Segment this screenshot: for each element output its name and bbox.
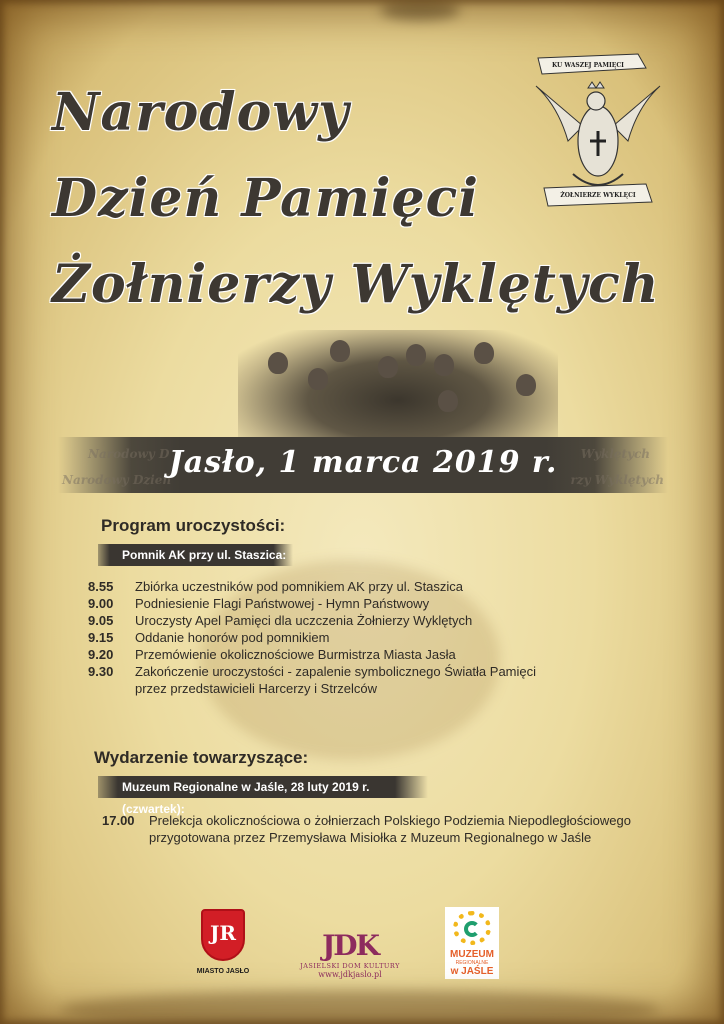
side-event-heading: Wydarzenie towarzyszące: — [94, 748, 309, 767]
date-banner — [58, 437, 668, 493]
svg-text:KU WASZEJ PAMIĘCI: KU WASZEJ PAMIĘCI — [552, 62, 624, 69]
title-line-1: Narodowy — [52, 82, 350, 143]
program-heading: Program uroczystości: — [101, 516, 286, 535]
historical-photo — [238, 330, 558, 438]
jdk-logo — [300, 929, 400, 979]
svg-text:ŻOŁNIERZE WYKLĘCI: ŻOŁNIERZE WYKLĘCI — [560, 192, 636, 199]
side-event-schedule — [102, 812, 631, 846]
ghost-text: Narodowy D — [88, 447, 170, 461]
sponsor-logos — [0, 905, 724, 990]
eagle-emblem-icon — [528, 46, 668, 216]
paper-stain — [60, 990, 660, 1024]
paper-stain — [380, 0, 460, 20]
side-event-venue: Muzeum Regionalne w Jaśle, 28 luty 2019 r. (czwartek): — [98, 776, 428, 798]
schedule-row: 9.20 Przemówienie okolicznościowe Burmistrza Miasta Jasła — [88, 647, 456, 662]
jdk-url[interactable]: www.jdkjaslo.pl — [318, 970, 382, 979]
ghost-text: Narodowy Dzień — [62, 473, 172, 487]
program-venue: Pomnik AK przy ul. Staszica: — [98, 544, 293, 566]
city-shield-icon: JR — [201, 909, 245, 961]
schedule-row: 9.00 Podniesienie Flagi Państwowej - Hymn Państwowy — [88, 596, 430, 611]
schedule-row-continuation: przygotowana przez Przemysława Misiołka z Muzeum Regionalnego w Jaśle — [149, 830, 592, 845]
schedule-row: 9.05 Uroczysty Apel Pamięci dla uczczenia Żołnierzy Wyklętych — [88, 613, 473, 628]
schedule-row: 9.30 Zakończenie uroczystości - zapalenie symbolicznego Światła Pamięci — [88, 664, 537, 679]
schedule-row: 17.00 Prelekcja okolicznościowa o żołnierzach Polskiego Podziemia Niepodległościowego — [102, 813, 631, 828]
jdk-mark-icon: JDK — [322, 929, 378, 962]
title-line-3: Żołnierzy Wyklętych — [52, 254, 660, 315]
museum-logo: MUZEUM REGIONALNE w JAŚLE — [445, 907, 499, 979]
schedule-row: 8.55 Zbiórka uczestników pod pomnikiem AK przy ul. Staszica — [88, 579, 464, 594]
city-logo — [188, 909, 258, 975]
schedule-row: 9.15 Oddanie honorów pod pomnikiem — [88, 630, 330, 645]
title-line-2: Dzień Pamięci — [52, 168, 480, 229]
event-date: Jasło, 1 marca 2019 r. — [168, 445, 558, 480]
jdk-name: JASIELSKI DOM KULTURY — [300, 962, 400, 970]
face-icon — [464, 921, 480, 937]
city-logo-caption: MIASTO JASŁO — [196, 968, 250, 975]
ghost-text: rzy Wyklętych — [570, 473, 664, 487]
program-schedule — [88, 578, 536, 697]
ghost-text: Wyklętych — [580, 447, 650, 461]
schedule-row-continuation: przez przedstawicieli Harcerzy i Strzelców — [135, 681, 378, 696]
